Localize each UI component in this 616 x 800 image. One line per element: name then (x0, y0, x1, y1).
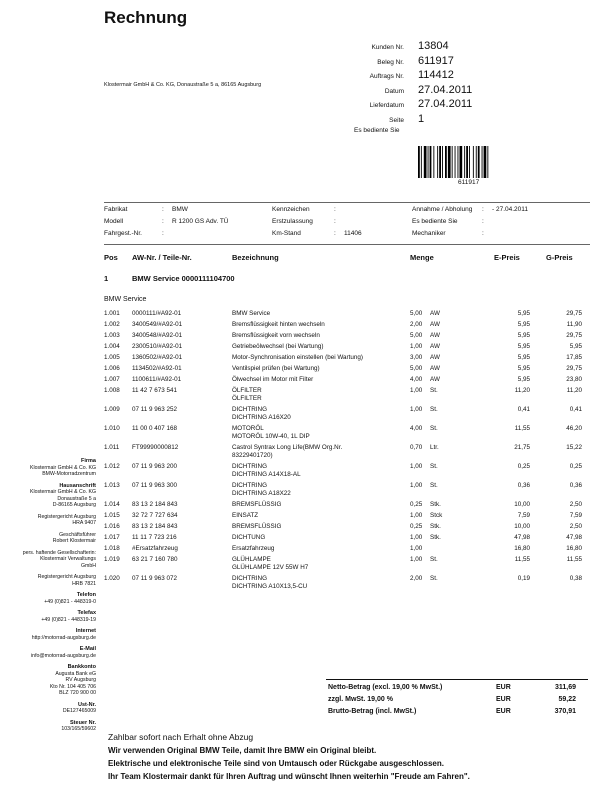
divider (104, 244, 590, 245)
row-description: EINSATZ (232, 512, 259, 519)
served-by-label: Es bediente Sie (354, 127, 400, 134)
row-unit: St. (430, 482, 438, 489)
row-description-detail: MOTORÖL 10W-40, 1L DIP (232, 433, 310, 440)
row-part-number: 0000111/#A92-01 (132, 310, 182, 317)
row-description: Bremsflüssigkeit hinten wechseln (232, 321, 325, 328)
row-description: GLÜHLAMPE (232, 556, 271, 563)
service-subtitle: BMW Service (104, 296, 147, 303)
meta-label: Lieferdatum (369, 102, 404, 109)
row-unit: St. (430, 463, 438, 470)
row-unit-price: 11,20 (514, 387, 530, 394)
meta-label: Beleg Nr. (377, 58, 404, 66)
row-part-number: 07 11 9 963 300 (132, 482, 178, 489)
barcode-bar (482, 146, 483, 178)
row-pos: 1.005 (104, 354, 120, 361)
haus-heading: Hausanschrift (59, 482, 96, 489)
totals-divider (326, 679, 588, 680)
row-pos: 1.007 (104, 376, 120, 383)
barcode-number: 611917 (458, 179, 480, 186)
page-title: Rechnung (104, 8, 188, 27)
barcode-bar (458, 146, 459, 178)
row-total-price: 11,55 (566, 556, 582, 563)
phg-line: GmbH (81, 562, 96, 569)
row-unit: Stk. (430, 534, 441, 541)
row-description: BREMSFLÜSSIG (232, 523, 282, 530)
label-mechaniker: Mechaniker (412, 230, 446, 237)
row-quantity: 5,00 (410, 365, 423, 372)
barcode-bar (424, 146, 427, 178)
bank-line: RV Augsburg (65, 677, 96, 683)
row-quantity: 1,00 (410, 387, 423, 394)
label-kmstand: Km-Stand (272, 230, 301, 237)
row-unit-price: 5,95 (517, 343, 530, 350)
meta-value: 13804 (418, 40, 449, 52)
web-heading: Internet (75, 628, 96, 634)
barcode-bar (439, 146, 441, 178)
row-description-detail: DICHTRING A16X20 (232, 414, 291, 421)
fax-value: +49 (0)821 - 448319-19 (41, 616, 96, 623)
col-bez: Bezeichnung (232, 253, 279, 262)
row-total-price: 16,80 (566, 545, 582, 552)
barcode-bar (455, 146, 456, 178)
row-description: ÖLFILTER (232, 387, 262, 394)
meta-label: Auftrags Nr. (369, 73, 404, 80)
barcode-bar (418, 146, 420, 178)
row-unit: AW (430, 321, 440, 328)
row-unit-price: 5,95 (517, 354, 530, 361)
meta-value: 27.04.2011 (418, 83, 473, 96)
label-annahme: Annahme / Abholung (412, 206, 473, 213)
service-pos: 1 (104, 274, 109, 283)
row-quantity: 5,00 (410, 310, 423, 317)
row-pos: 1.015 (104, 512, 120, 519)
barcode-bar (466, 146, 468, 178)
row-pos: 1.019 (104, 556, 120, 563)
row-quantity: 2,00 (410, 321, 423, 328)
row-part-number: 3400549/#A92-01 (132, 321, 183, 328)
row-pos: 1.011 (104, 444, 120, 451)
phg-line: pers. haftende Gesellschafterin: (22, 549, 96, 556)
row-unit-price: 0,41 (517, 406, 530, 413)
firma-line: Klostermair GmbH & Co. KG (29, 464, 96, 471)
row-total-price: 0,41 (569, 406, 582, 413)
sender-address: Klostermair GmbH & Co. KG, Donaustraße 5 a, 86165 Augsburg (104, 82, 262, 88)
row-pos: 1.004 (104, 343, 120, 350)
row-unit-price: 5,95 (517, 332, 530, 339)
barcode-bar (478, 146, 480, 178)
row-unit-price: 21,75 (514, 444, 530, 451)
row-quantity: 2,00 (410, 575, 423, 582)
row-quantity: 4,00 (410, 376, 423, 383)
total-currency: EUR (496, 708, 511, 715)
row-total-price: 5,95 (569, 343, 582, 350)
row-description-detail: 83229401720) (232, 452, 273, 459)
bank-heading: Bankkonto (67, 664, 96, 670)
col-nr: AW-Nr. / Teile-Nr. (132, 253, 192, 262)
row-unit-price: 10,00 (514, 523, 530, 530)
row-part-number: 07 11 9 963 072 (132, 575, 178, 582)
web-value: http://motorrad-augsburg.de (31, 634, 96, 641)
row-quantity: 3,00 (410, 354, 423, 361)
row-unit: St. (430, 425, 438, 432)
row-description: Ersatzfahrzeug (232, 545, 275, 552)
row-description: DICHTRING (232, 406, 267, 413)
row-description: Castrol Syntrax Long Life(BMW Org.Nr. (232, 444, 343, 451)
mail-heading: E-Mail (79, 646, 96, 652)
barcode-bar (430, 146, 432, 178)
label-fabrikat: Fabrikat (104, 206, 128, 213)
row-unit-price: 10,00 (514, 501, 530, 508)
mail-value: info@motorrad-augsburg.de (31, 652, 96, 659)
haus-line: D-86165 Augsburg (52, 502, 96, 508)
meta-value: 1 (418, 112, 425, 125)
company-sidebar (4, 458, 96, 733)
ust-value: DE127465009 (62, 708, 96, 714)
row-quantity: 0,70 (410, 444, 423, 451)
row-total-price: 11,90 (566, 321, 582, 328)
firma-line: BMW-Motorradzentrum (42, 471, 96, 477)
row-unit-price: 7,59 (517, 512, 530, 519)
barcode-bar (433, 146, 434, 178)
reg2-line: HRB 7821 (72, 580, 96, 587)
row-unit: St. (430, 387, 438, 394)
meta-value: 611917 (418, 54, 454, 67)
barcode-bar (448, 146, 451, 178)
row-pos: 1.017 (104, 534, 120, 541)
reg2-line: Registergericht Augsburg (37, 574, 96, 580)
footer-line: Ihr Team Klostermair dankt für Ihren Auftrag und wünscht Ihnen weiterhin "Freude am Fahren". (108, 772, 470, 781)
row-description-detail: ÖLFILTER (232, 395, 262, 402)
steuer-heading: Steuer Nr. (70, 719, 96, 726)
row-total-price: 7,59 (569, 512, 582, 519)
barcode-bar (460, 146, 463, 178)
row-unit-price: 5,95 (517, 376, 530, 383)
row-quantity: 1,00 (410, 463, 423, 470)
row-pos: 1.012 (104, 463, 120, 470)
gf-line: Geschäftsführer (59, 531, 96, 538)
row-pos: 1.010 (104, 425, 120, 432)
col-menge: Menge (410, 253, 434, 262)
fax-heading: Telefax (77, 610, 96, 616)
ust-heading: Ust-Nr. (77, 701, 96, 708)
haus-line: Klostermair GmbH & Co. KG (29, 489, 96, 495)
row-quantity: 1,00 (410, 534, 423, 541)
row-unit: St. (430, 556, 438, 563)
row-description: DICHTRING (232, 482, 267, 489)
row-quantity: 1,00 (410, 512, 423, 519)
total-value-netto: 311,69 (554, 684, 576, 691)
row-unit-price: 5,95 (517, 321, 530, 328)
row-unit: AW (430, 343, 440, 350)
barcode-bar (428, 146, 429, 178)
col-epreis: E-Preis (494, 253, 520, 262)
total-value-mwst: 59,22 (558, 696, 576, 703)
row-description: DICHTRING (232, 463, 267, 470)
meta-label: Seite (389, 116, 404, 124)
row-total-price: 0,38 (569, 575, 582, 582)
row-part-number: 11 00 0 407 168 (132, 425, 178, 432)
row-description: MOTORÖL (232, 425, 264, 432)
tel-value: +49 (0)821 - 448319-0 (44, 598, 96, 605)
meta-label: Kunden Nr. (371, 44, 404, 51)
row-unit-price: 11,55 (514, 556, 530, 563)
row-unit-price: 11,55 (514, 425, 530, 432)
row-description: Motor-Synchronisation einstellen (bei Wartung) (232, 354, 364, 361)
row-pos: 1.008 (104, 387, 120, 394)
row-pos: 1.014 (104, 501, 120, 508)
row-quantity: 1,00 (410, 556, 423, 563)
row-description-detail: DICHTRING A18X22 (232, 490, 291, 497)
row-unit: Stck (430, 512, 443, 519)
row-part-number: FT99990000812 (132, 444, 179, 451)
row-part-number: #Ersatzfahrzeug (132, 545, 178, 552)
row-total-price: 29,75 (566, 310, 582, 317)
row-description: Bremsflüssigkeit vorn wechseln (232, 332, 320, 339)
total-value-brutto: 370,91 (554, 708, 576, 715)
row-total-price: 29,75 (566, 365, 582, 372)
invoice-meta (300, 40, 500, 142)
barcode-bar (421, 146, 422, 178)
row-total-price: 0,25 (569, 463, 582, 470)
row-quantity: 0,25 (410, 501, 423, 508)
gf-line: Robert Klostermair (52, 538, 96, 544)
total-currency: EUR (496, 696, 511, 703)
total-label-netto: Netto-Betrag (excl. 19,00 % MwSt.) (328, 684, 443, 691)
row-unit: AW (430, 376, 440, 383)
row-description: BREMSFLÜSSIG (232, 501, 282, 508)
row-total-price: 0,36 (569, 482, 582, 489)
reg-line: HRA 9407 (72, 520, 96, 526)
row-total-price: 15,22 (566, 444, 582, 451)
row-part-number: 1360502/#A92-01 (132, 354, 183, 361)
footer-line: Elektrische und elektronische Teile sind von Umtausch oder Rückgabe ausgeschlossen. (108, 759, 444, 768)
row-pos: 1.003 (104, 332, 120, 339)
barcode-bar (473, 146, 474, 178)
total-label-mwst: zzgl. MwSt. 19,00 % (328, 696, 393, 703)
footer-line: Wir verwenden Original BMW Teile, damit Ihre BMW ein Original bleibt. (108, 746, 377, 755)
row-part-number: 11 11 7 723 216 (132, 534, 177, 541)
barcode-bar (469, 146, 470, 178)
row-quantity: 0,25 (410, 523, 423, 530)
row-quantity: 1,00 (410, 482, 423, 489)
row-quantity: 4,00 (410, 425, 423, 432)
row-unit-price: 5,95 (517, 365, 530, 372)
row-part-number: 11 42 7 673 541 (132, 387, 178, 394)
row-quantity: 1,00 (410, 343, 423, 350)
row-description: Getriebeölwechsel (bei Wartung) (232, 343, 324, 350)
row-description-detail: DICHTRING A10X13,5-CU (232, 583, 308, 590)
barcode-bar (476, 146, 477, 178)
bank-line: BLZ 720 900 00 (59, 690, 96, 696)
row-unit-price: 16,80 (514, 545, 530, 552)
row-unit-price: 0,25 (517, 463, 530, 470)
row-quantity: 1,00 (410, 406, 423, 413)
row-total-price: 2,50 (569, 523, 582, 530)
row-unit: Stk. (430, 501, 441, 508)
service-title: BMW Service 0000111104700 (132, 274, 235, 283)
row-description: DICHTUNG (232, 534, 266, 541)
label-modell: Modell (104, 218, 124, 225)
row-part-number: 83 13 2 184 843 (132, 501, 178, 508)
row-total-price: 29,75 (566, 332, 582, 339)
row-pos: 1.002 (104, 321, 120, 328)
row-total-price: 11,20 (566, 387, 582, 394)
barcode-bar (487, 146, 488, 178)
row-unit-price: 47,98 (514, 534, 530, 541)
total-label-brutto: Brutto-Betrag (incl. MwSt.) (328, 708, 417, 715)
firma-heading: Firma (81, 458, 96, 464)
label-bediente: Es bediente Sie (412, 218, 458, 225)
row-unit: St. (430, 575, 438, 582)
row-pos: 1.013 (104, 482, 120, 489)
payment-note: Zahlbar sofort nach Erhalt ohne Abzug (108, 732, 254, 742)
row-part-number: 63 21 7 160 780 (132, 556, 178, 563)
row-pos: 1.018 (104, 545, 120, 552)
barcode-bar (452, 146, 453, 178)
value-annahme: - 27.04.2011 (492, 206, 529, 213)
row-description: Ventilspiel prüfen (bei Wartung) (232, 365, 320, 372)
row-description: DICHTRING (232, 575, 267, 582)
row-part-number: 07 11 9 963 252 (132, 406, 178, 413)
row-description: BMW Service (232, 310, 271, 317)
barcode-bar (464, 146, 465, 178)
row-quantity: 1,00 (410, 545, 423, 552)
row-part-number: 83 13 2 184 843 (132, 523, 178, 530)
steuer-value: 103/165/59602 (61, 726, 96, 732)
meta-value: 114412 (418, 69, 454, 81)
row-unit: Ltr. (430, 444, 439, 451)
barcode-bar (445, 146, 447, 178)
barcode-bar (442, 146, 443, 178)
row-unit: Stk. (430, 523, 441, 530)
col-pos: Pos (104, 253, 118, 262)
row-total-price: 2,50 (569, 501, 582, 508)
row-unit: AW (430, 332, 440, 339)
bank-line: Augusta Bank eG (55, 670, 96, 677)
row-pos: 1.020 (104, 575, 120, 582)
row-part-number: 07 11 9 963 200 (132, 463, 178, 470)
value-kmstand: 11406 (344, 230, 362, 237)
meta-value: 27.04.2011 (418, 98, 473, 110)
row-part-number: 2300510/#A92-01 (132, 343, 183, 350)
row-unit-price: 0,19 (517, 575, 530, 582)
reg-line: Registergericht Augsburg (37, 513, 96, 520)
total-currency: EUR (496, 684, 511, 691)
row-unit: AW (430, 310, 440, 317)
row-total-price: 17,85 (566, 354, 582, 361)
row-description-detail: GLÜHLAMPE 12V 55W H7 (232, 564, 309, 571)
row-pos: 1.001 (104, 310, 120, 317)
meta-label: Datum (384, 87, 404, 95)
row-description: Ölwechsel im Motor mit Filter (232, 376, 314, 383)
row-part-number: 1100611/#A92-01 (132, 376, 182, 383)
label-kennzeichen: Kennzeichen (272, 206, 310, 213)
barcode-bar (437, 146, 438, 178)
tel-heading: Telefon (76, 592, 96, 598)
value-fabrikat: BMW (172, 206, 188, 213)
row-unit: St. (430, 406, 438, 413)
barcode-image (418, 146, 514, 178)
row-quantity: 5,00 (410, 332, 423, 339)
row-part-number: 1134502/#A92-01 (132, 365, 182, 372)
row-pos: 1.006 (104, 365, 120, 372)
row-description-detail: DICHTRING A14X18-AL (232, 471, 301, 478)
row-total-price: 46,20 (566, 425, 582, 432)
row-unit: AW (430, 354, 440, 361)
row-part-number: 32 72 7 727 634 (132, 512, 178, 519)
barcode-bar (484, 146, 487, 178)
phg-line: Klostermair Verwaltungs (40, 556, 96, 562)
row-pos: 1.016 (104, 523, 120, 530)
row-total-price: 47,98 (566, 534, 582, 541)
row-unit-price: 0,36 (517, 482, 530, 489)
divider (104, 202, 590, 203)
value-modell: R 1200 GS Adv. TÜ (172, 218, 229, 225)
row-total-price: 23,80 (566, 376, 582, 383)
bank-line: Kto Nr. 104 405 706 (49, 683, 96, 690)
label-fahrgest: Fahrgest.-Nr. (104, 230, 142, 237)
col-gpreis: G-Preis (546, 253, 573, 262)
row-unit-price: 5,95 (517, 310, 530, 317)
row-part-number: 3400548/#A92-01 (132, 332, 183, 339)
row-pos: 1.009 (104, 406, 120, 413)
haus-line: Donaustraße 5 a (57, 495, 96, 502)
row-unit: AW (430, 365, 440, 372)
label-erstzulassung: Erstzulassung (272, 218, 313, 225)
